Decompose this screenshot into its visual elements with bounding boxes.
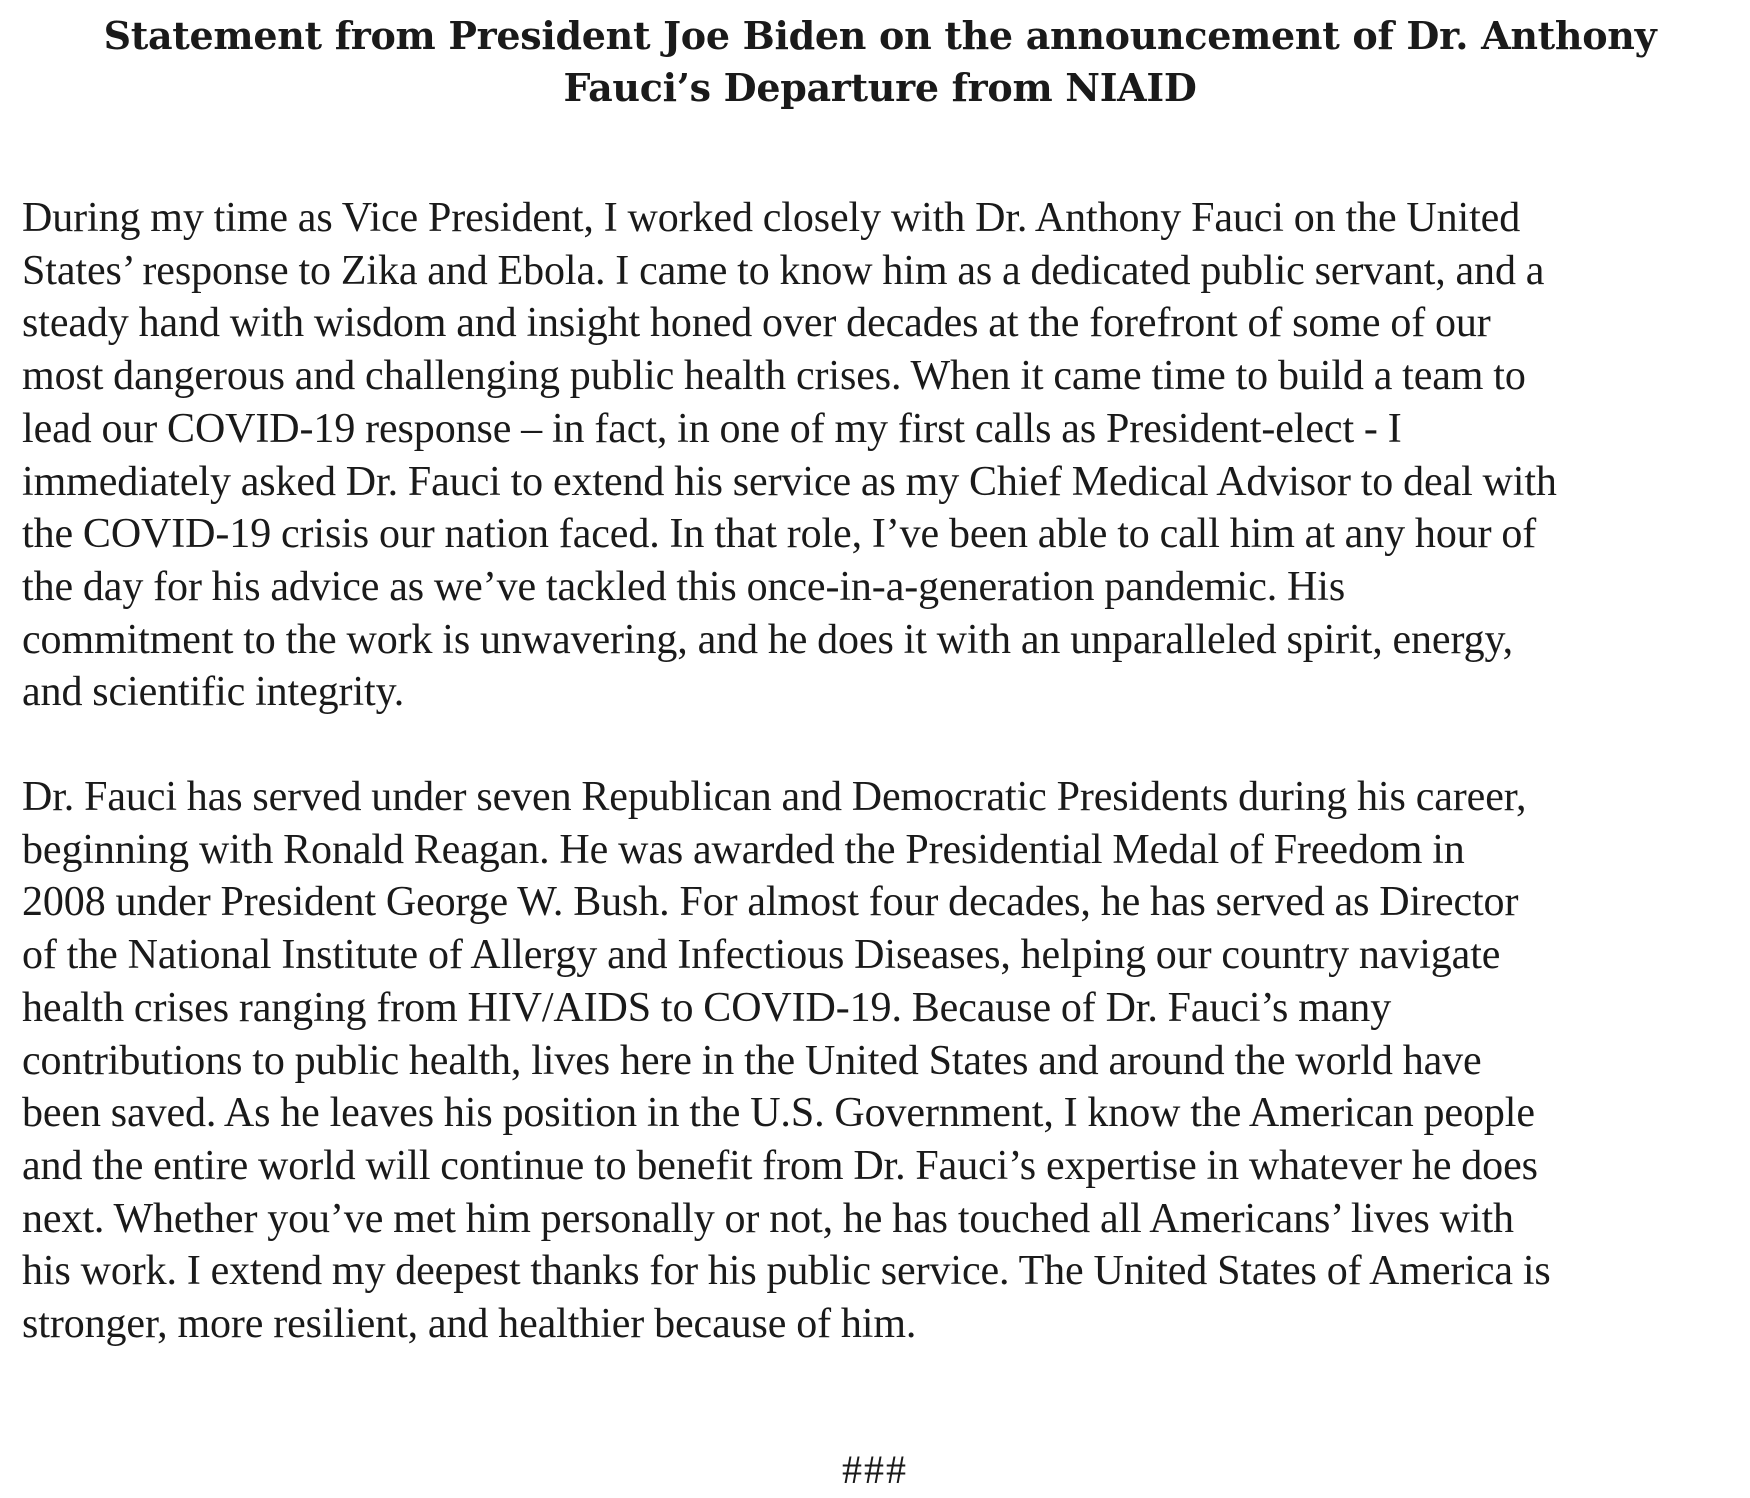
title-line-2: Fauci’s Departure from NIAID bbox=[563, 65, 1197, 110]
paragraph-line: of the National Institute of Allergy and Infectious Diseases, helping our country navigate bbox=[22, 932, 1501, 979]
paragraph-line: been saved. As he leaves his position in the U.S. Government, I know the American people bbox=[22, 1090, 1535, 1137]
paragraph-line: the day for his advice as we’ve tackled this once-in-a-generation pandemic. His bbox=[22, 563, 1346, 610]
paragraph-1 bbox=[22, 192, 1738, 719]
paragraph-line: health crises ranging from HIV/AIDS to COVID-19. Because of Dr. Fauci’s many bbox=[22, 984, 1392, 1031]
statement-title bbox=[22, 10, 1738, 114]
paragraph-line: and the entire world will continue to benefit from Dr. Fauci’s expertise in whatever he does bbox=[22, 1142, 1538, 1189]
statement-document bbox=[22, 10, 1738, 1403]
title-line-1: Statement from President Joe Biden on the announcement of Dr. Anthony bbox=[103, 13, 1657, 58]
paragraph-line: contributions to public health, lives here in the United States and around the world have bbox=[22, 1037, 1482, 1084]
paragraph-line: most dangerous and challenging public health crises. When it came time to build a team to bbox=[22, 353, 1526, 400]
paragraph-line: his work. I extend my deepest thanks for his public service. The United States of America is bbox=[22, 1248, 1551, 1295]
paragraph-line: lead our COVID-19 response – in fact, in one of my first calls as President-elect - I bbox=[22, 405, 1402, 452]
paragraph-line: next. Whether you’ve met him personally or not, he has touched all Americans’ lives with bbox=[22, 1195, 1514, 1242]
paragraph-line: steady hand with wisdom and insight honed over decades at the forefront of some of our bbox=[22, 300, 1491, 347]
paragraph-line: and scientific integrity. bbox=[22, 669, 405, 716]
paragraph-line: commitment to the work is unwavering, and he does it with an unparalleled spirit, energy, bbox=[22, 616, 1514, 663]
end-marker: ### bbox=[842, 1447, 908, 1492]
paragraph-line: 2008 under President George W. Bush. For almost four decades, he has served as Director bbox=[22, 879, 1519, 926]
paragraph-line: beginning with Ronald Reagan. He was awarded the Presidential Medal of Freedom in bbox=[22, 826, 1465, 873]
paragraph-line: States’ response to Zika and Ebola. I came to know him as a dedicated public servant, and a bbox=[22, 247, 1545, 294]
paragraph-line: immediately asked Dr. Fauci to extend his service as my Chief Medical Advisor to deal with bbox=[22, 458, 1557, 505]
paragraph-line: stronger, more resilient, and healthier because of him. bbox=[22, 1301, 917, 1348]
paragraph-line: During my time as Vice President, I worked closely with Dr. Anthony Fauci on the United bbox=[22, 195, 1521, 241]
paragraph-line: Dr. Fauci has served under seven Republican and Democratic Presidents during his career, bbox=[22, 774, 1527, 821]
paragraph-2 bbox=[22, 771, 1738, 1351]
paragraph-line: the COVID-19 crisis our nation faced. In that role, I’ve been able to call him at any hour of bbox=[22, 511, 1537, 558]
